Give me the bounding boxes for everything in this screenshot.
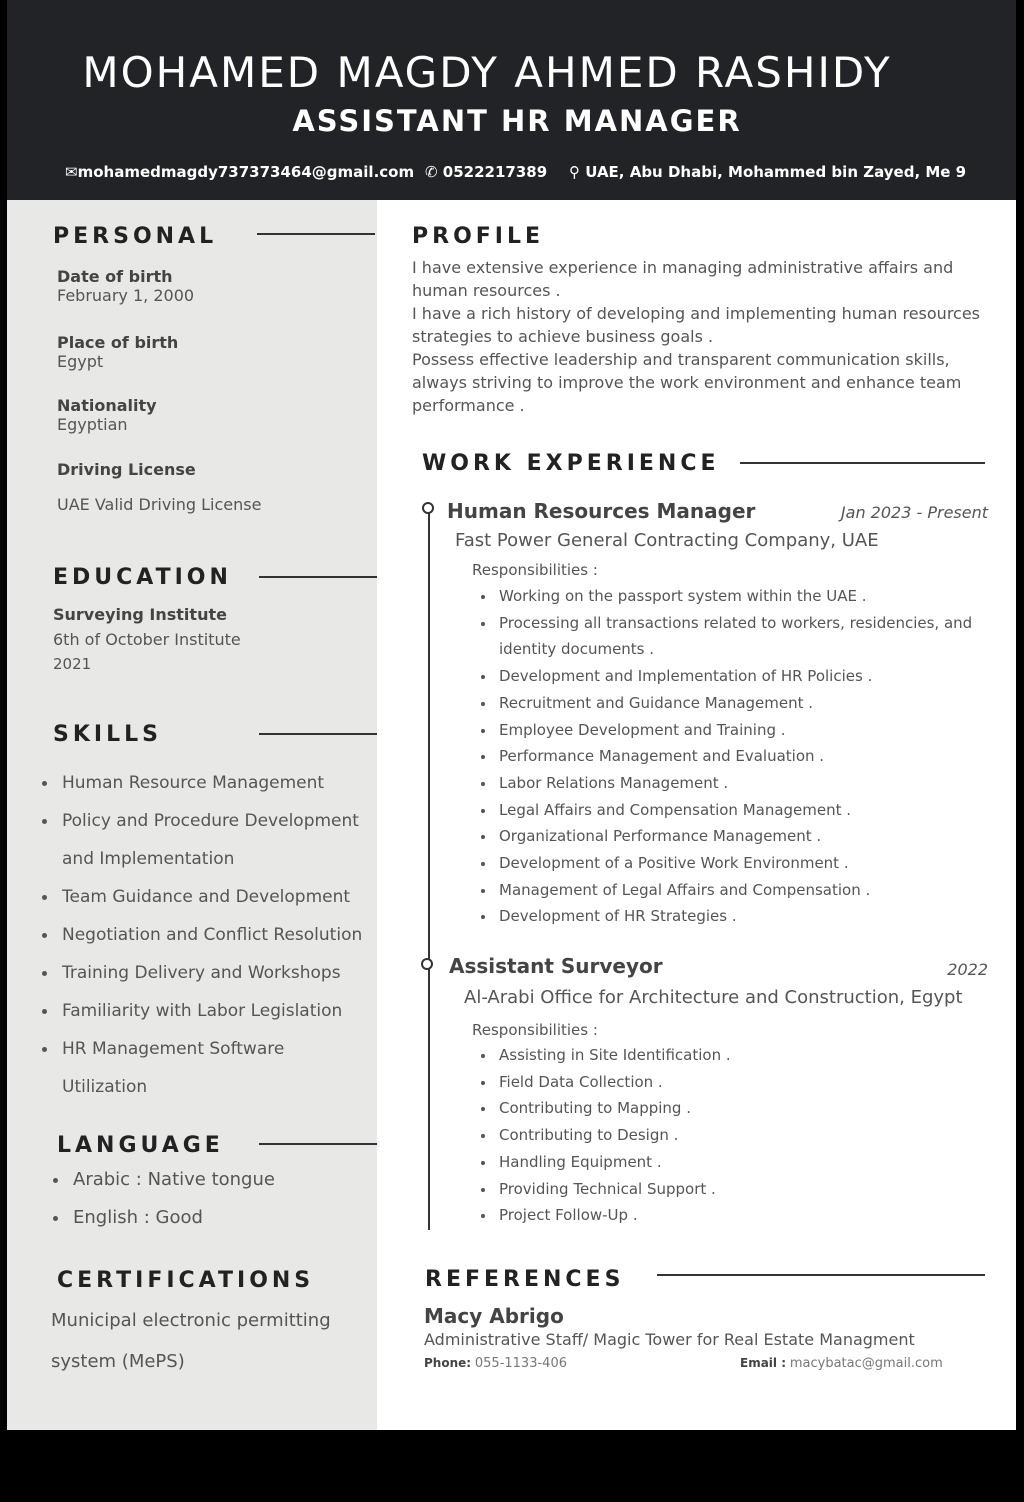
- field-value: February 1, 2000: [57, 286, 195, 305]
- full-name: MOHAMED MAGDY AHMED RASHIDY: [82, 48, 892, 97]
- responsibility-item: Development of HR Strategies .: [475, 903, 995, 930]
- responsibility-item: Legal Affairs and Compensation Management .: [475, 797, 995, 824]
- resume-page: [7, 0, 1016, 1430]
- company: Al-Arabi Office for Architecture and Construction, Egypt: [464, 987, 963, 1008]
- responsibility-item: Performance Management and Evaluation .: [475, 743, 995, 770]
- job-date: 2022: [947, 960, 988, 979]
- responsibility-item: Contributing to Mapping .: [475, 1095, 995, 1122]
- phone-contact: [425, 163, 547, 181]
- timeline-dot: [421, 958, 433, 970]
- education-heading: EDUCATION: [53, 565, 232, 590]
- responsibilities-label: Responsibilities :: [472, 561, 598, 579]
- language-list: [53, 1161, 373, 1237]
- reference-email: [740, 1356, 943, 1371]
- school: 6th of October Institute: [53, 630, 241, 649]
- skill-item: Human Resource Management: [42, 764, 372, 802]
- field-label: Place of birth: [57, 333, 179, 352]
- responsibility-item: Processing all transactions related to workers, residencies, and identity documents .: [475, 610, 995, 663]
- responsibility-item: Contributing to Design .: [475, 1122, 995, 1149]
- skill-item: Familiarity with Labor Legislation: [42, 992, 372, 1030]
- responsibility-item: Field Data Collection .: [475, 1069, 995, 1096]
- responsibility-item: Working on the passport system within the UAE .: [475, 583, 995, 610]
- responsibilities-label: Responsibilities :: [472, 1021, 598, 1039]
- company: Fast Power General Contracting Company, UAE: [455, 530, 879, 551]
- profile-heading: PROFILE: [412, 224, 545, 249]
- responsibility-item: Assisting in Site Identification .: [475, 1042, 995, 1069]
- field-label: Nationality: [57, 396, 157, 415]
- phone-label: Phone:: [424, 1356, 472, 1370]
- phone-icon: ✆: [425, 163, 443, 181]
- field-value: Egyptian: [57, 415, 128, 434]
- job-date: Jan 2023 - Present: [840, 503, 988, 522]
- responsibility-item: Organizational Performance Management .: [475, 823, 995, 850]
- responsibility-item: Development of a Positive Work Environment .: [475, 850, 995, 877]
- education-entry: [53, 605, 241, 673]
- field-label: Date of birth: [57, 267, 173, 286]
- responsibility-item: Handling Equipment .: [475, 1149, 995, 1176]
- email-contact: [65, 163, 414, 181]
- skills-list: [42, 764, 372, 1106]
- responsibility-item: Providing Technical Support .: [475, 1176, 995, 1203]
- language-item: Arabic : Native tongue: [53, 1161, 373, 1199]
- timeline-line: [428, 512, 430, 1230]
- responsibility-item: Management of Legal Affairs and Compensation .: [475, 877, 995, 904]
- personal-heading: PERSONAL: [53, 224, 218, 249]
- certifications-heading: CERTIFICATIONS: [57, 1268, 315, 1293]
- work-experience-heading: WORK EXPERIENCE: [422, 451, 720, 476]
- responsibility-item: Labor Relations Management .: [475, 770, 995, 797]
- job-title: Assistant Surveyor: [449, 954, 663, 978]
- address-contact: [569, 163, 966, 181]
- mail-icon: ✉: [65, 163, 78, 181]
- sidebar: [7, 200, 377, 1430]
- responsibility-item: Development and Implementation of HR Policies .: [475, 663, 995, 690]
- location-pin-icon: ⚲: [569, 163, 586, 181]
- skill-item: Training Delivery and Workshops: [42, 954, 372, 992]
- language-heading: LANGUAGE: [57, 1133, 224, 1158]
- responsibilities-list: [475, 583, 995, 930]
- profile-text: I have extensive experience in managing administrative affairs and human resources . I have a rich history of developing and implementing human resources strategies to achieve business goals . Possess effective leadership and transparent communication skills, always striving to improve the work environment and enhance team performance .: [412, 258, 981, 415]
- email-text: mohamedmagdy737373464@gmail.com: [77, 163, 415, 181]
- personal-fields: [57, 267, 261, 514]
- skill-item: Team Guidance and Development: [42, 878, 372, 916]
- email-value: macybatac@gmail.com: [789, 1356, 943, 1371]
- responsibility-item: Project Follow-Up .: [475, 1202, 995, 1229]
- address-text: UAE, Abu Dhabi, Mohammed bin Zayed, Me 9: [585, 163, 967, 181]
- job-title: ASSISTANT HR MANAGER: [292, 104, 742, 138]
- skill-item: Negotiation and Conflict Resolution: [42, 916, 372, 954]
- language-item: English : Good: [53, 1199, 373, 1237]
- responsibility-item: Employee Development and Training .: [475, 717, 995, 744]
- phone-text: 0522217389: [442, 163, 548, 181]
- skills-heading: SKILLS: [53, 722, 162, 747]
- field-label: Driving License: [57, 460, 196, 479]
- reference-phone: [424, 1356, 567, 1371]
- job-title: Human Resources Manager: [447, 499, 756, 523]
- email-label: Email :: [740, 1356, 787, 1370]
- certification-text: Municipal electronic permitting system (MePS): [51, 1310, 331, 1372]
- phone-value: 055-1133-406: [474, 1356, 567, 1371]
- year: 2021: [53, 655, 92, 673]
- field-value: Egypt: [57, 352, 104, 371]
- reference-name: Macy Abrigo: [424, 1304, 564, 1328]
- responsibilities-list: [475, 1042, 995, 1229]
- field-value: UAE Valid Driving License: [57, 495, 262, 514]
- timeline-dot: [422, 502, 434, 514]
- degree: Surveying Institute: [53, 605, 227, 624]
- reference-role: Administrative Staff/ Magic Tower for Real Estate Managment: [424, 1330, 915, 1349]
- header: [7, 0, 1016, 200]
- responsibility-item: Recruitment and Guidance Management .: [475, 690, 995, 717]
- skill-item: HR Management Software Utilization: [42, 1030, 312, 1106]
- references-heading: REFERENCES: [425, 1267, 625, 1292]
- skill-item: Policy and Procedure Development and Implementation: [42, 802, 372, 878]
